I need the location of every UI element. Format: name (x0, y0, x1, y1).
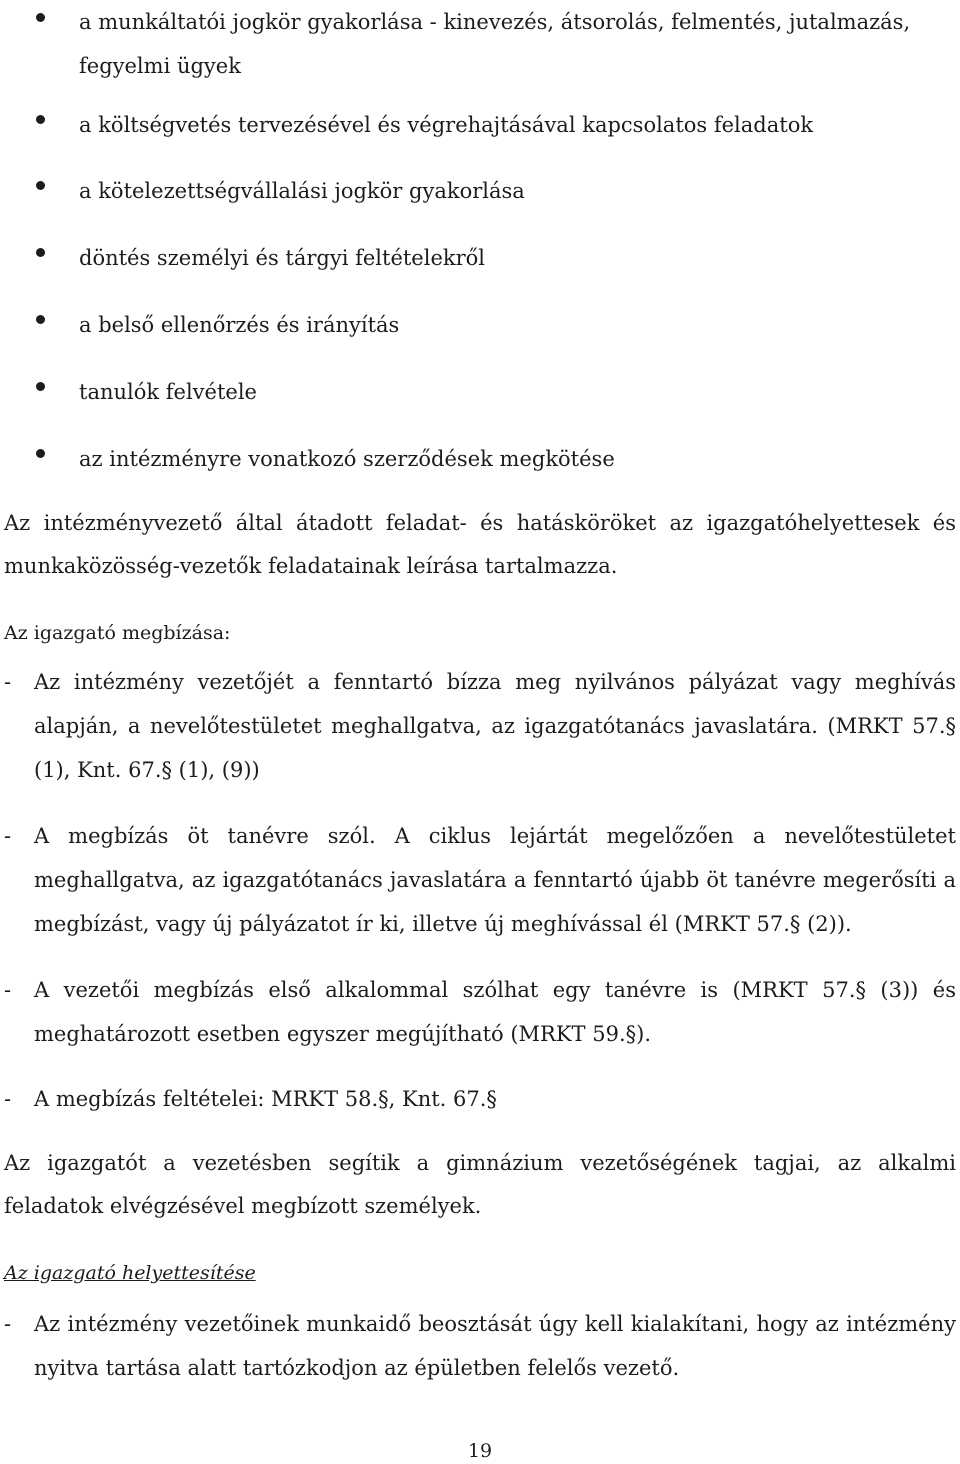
bullet-icon (36, 13, 45, 22)
bullet-icon (36, 449, 45, 458)
bullet-icon (36, 248, 45, 257)
dash-mark: - (4, 824, 12, 848)
bullet-icon (36, 315, 45, 324)
paragraph-delegation: Az intézményvezető által átadott feladat- és hatásköröket az igazgatóhelyettesek és munkaközösség-vezetők feladatainak leírása tartalmazza. (4, 511, 956, 578)
dash-mark: - (4, 978, 12, 1002)
list-item-text: a belső ellenőrzés és irányítás (79, 313, 400, 337)
bullet-icon (36, 181, 45, 190)
dash-item-text: Az intézmény vezetőinek munkaidő beosztását úgy kell kialakítani, hogy az intézmény nyitva tartása alatt tartózkodjon az épületben felelős vezető. (34, 1312, 956, 1380)
dash-item-text: A megbízás öt tanévre szól. A ciklus lejártát megelőzően a nevelőtestületet meghallgatva, az igazgatótanács javaslatára a fenntartó újabb öt tanévre megerősíti a megbízást, vagy új pályázatot ír ki, illetve új meghívással él (MRKT 57.§ (2)). (34, 824, 956, 936)
dash-mark: - (4, 1087, 12, 1111)
dash-mark: - (4, 670, 12, 694)
dash-item-text: A megbízás feltételei: MRKT 58.§, Knt. 67.§ (34, 1087, 497, 1111)
list-item-text: tanulók felvétele (79, 380, 257, 404)
list-item-text: a munkáltatói jogkör gyakorlása - kinevezés, átsorolás, felmentés, jutalmazás, fegyelmi ügyek (79, 10, 911, 78)
list-item-text: a kötelezettségvállalási jogkör gyakorlása (79, 179, 525, 203)
page-number: 19 (467, 1440, 493, 1462)
dash-item-text: Az intézmény vezetőjét a fenntartó bízza meg nyilvános pályázat vagy meghívás alapján, a nevelőtestületet meghallgatva, az igazgatótanács javaslatára. (MRKT 57.§ (1), Knt. 67.§ (1), (9)) (34, 670, 956, 782)
dash-mark: - (4, 1312, 12, 1336)
bullet-icon (36, 115, 45, 124)
list-item-text: az intézményre vonatkozó szerződések megkötése (79, 447, 615, 471)
bullet-icon (36, 382, 45, 391)
heading-substitution-text: Az igazgató helyettesítése (4, 1262, 256, 1284)
heading-appointment: Az igazgató megbízása: (4, 622, 231, 644)
paragraph-help: Az igazgatót a vezetésben segítik a gimnázium vezetőségének tagjai, az alkalmi feladatok elvégzésével megbízott személyek. (4, 1151, 956, 1218)
heading-substitution (4, 1252, 956, 1295)
list-item-text: döntés személyi és tárgyi feltételekről (79, 246, 486, 270)
list-item-text: a költségvetés tervezésével és végrehajtásával kapcsolatos feladatok (79, 113, 814, 137)
dash-item-text: A vezetői megbízás első alkalommal szólhat egy tanévre is (MRKT 57.§ (3)) és meghatározott esetben egyszer megújítható (MRKT 59.§). (34, 978, 956, 1046)
